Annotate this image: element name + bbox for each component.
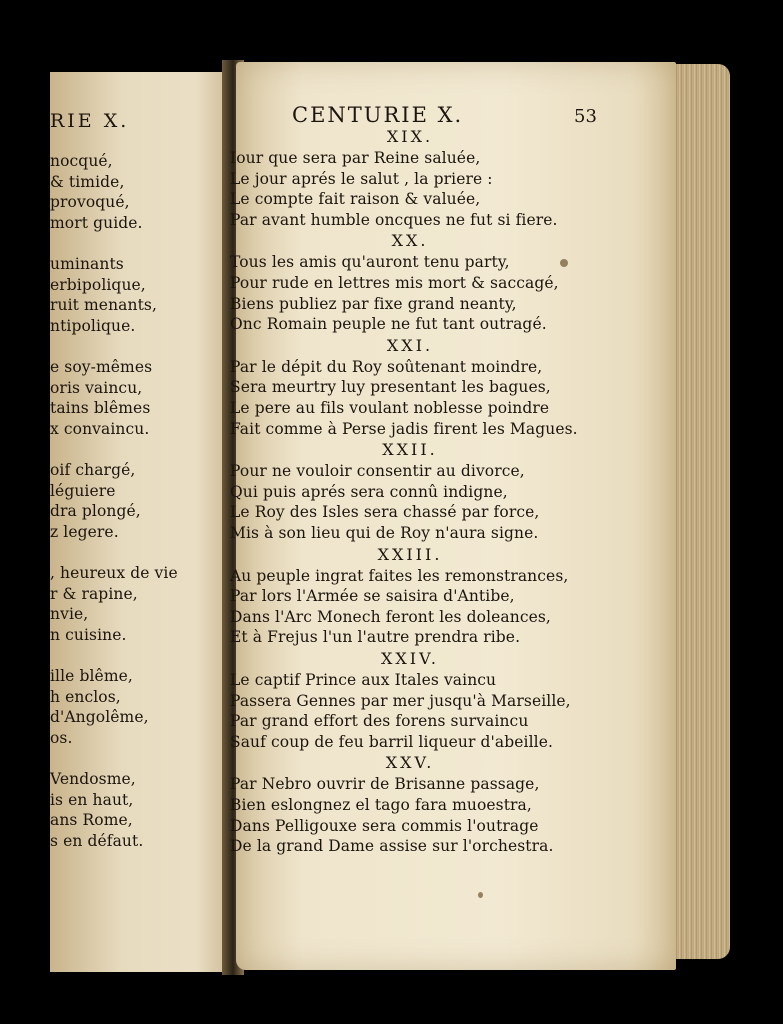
verse-line: Et à Frejus l'un l'autre prendra ribe. <box>230 628 521 647</box>
quatrain-number: XIX. <box>386 127 434 146</box>
verse-line: Fait comme à Perse jadis firent les Magues. <box>230 419 578 438</box>
left-verse-line: uminants <box>50 255 124 273</box>
verse-line: Le compte fait raison & valuée, <box>230 190 481 209</box>
left-verse-line: nocqué, <box>50 152 113 170</box>
verse-line: Sera meurtry luy presentant les bagues, <box>230 378 551 397</box>
left-verse-line: ntipolique. <box>50 316 136 335</box>
left-verse-line: ille blême, <box>50 667 133 685</box>
verse-line: Biens publiez par fixe grand neanty, <box>230 294 517 313</box>
quatrain-number: XXIV. <box>381 649 439 668</box>
quatrain-number: XXIII. <box>377 544 443 564</box>
verse-line: Le Roy des Isles sera chassé par force, <box>230 503 540 522</box>
quatrain-number: XXV. <box>385 753 435 773</box>
verse-line: Passera Gennes par mer jusqu'à Marseille, <box>230 691 571 710</box>
ink-stain <box>560 259 568 267</box>
verse-line: Tous les amis qu'auront tenu party, <box>230 253 510 272</box>
ink-stain <box>478 892 483 898</box>
left-verse-line: r & rapine, <box>50 584 138 603</box>
left-verse-line: , heureux de vie <box>50 564 178 582</box>
left-verse-line: erbipolique, <box>50 275 146 294</box>
verse-line: De la grand Dame assise sur l'orchestra. <box>230 837 554 856</box>
verse-line: Pour rude en lettres mis mort & saccagé, <box>230 274 559 292</box>
left-page <box>50 72 232 972</box>
verse-line: Par grand effort des forens survaincu <box>230 712 529 731</box>
verse-line: Qui puis aprés sera connû indigne, <box>230 482 508 501</box>
quatrain-number: XXI. <box>386 335 434 355</box>
quatrain-number: XXII. <box>382 440 438 460</box>
verse-line: Par avant humble oncques ne fut si fiere. <box>230 210 558 229</box>
verse-line: Onc Romain peuple ne fut tant outragé. <box>230 315 547 334</box>
verse-line: Par le dépit du Roy soûtenant moindre, <box>230 357 543 376</box>
left-verse-line: mort guide. <box>50 213 143 232</box>
verse-line: Mis à son lieu qui de Roy n'aura signe. <box>230 524 539 542</box>
left-verse-line: is en haut, <box>50 790 134 809</box>
left-verse-line: n cuisine. <box>50 625 127 644</box>
verse-line: Par lors l'Armée se saisira d'Antibe, <box>230 587 515 606</box>
verse-line: Pour ne vouloir consentir au divorce, <box>230 462 525 481</box>
left-verse-line: ruit menants, <box>50 296 157 315</box>
left-running-header: RIE X. <box>50 110 130 132</box>
left-verse-line: h enclos, <box>50 687 121 706</box>
verse-line: Sauf coup de feu barril liqueur d'abeille. <box>230 732 554 751</box>
page-edges <box>668 64 730 959</box>
left-verse-line: provoqué, <box>50 193 130 212</box>
left-verse-line: léguiere <box>50 481 116 500</box>
left-verse-line: os. <box>50 728 73 747</box>
left-verse-line: Vendosme, <box>50 770 136 788</box>
verse-line: Par Nebro ouvrir de Brisanne passage, <box>230 775 540 794</box>
verse-line: Iour que sera par Reine saluée, <box>230 149 481 167</box>
left-verse-line: dra plongé, <box>50 502 141 521</box>
left-verse-line: ans Rome, <box>50 811 133 830</box>
left-verse-line: oif chargé, <box>50 461 136 479</box>
left-verse-line: x convaincu. <box>50 419 150 438</box>
verse-line: Le pere au fils voulant noblesse poindre <box>230 399 550 417</box>
left-verse-line: nvie, <box>50 605 89 624</box>
page-number: 53 <box>574 106 597 127</box>
left-verse-line: s en défaut. <box>50 831 144 850</box>
verse-line: Au peuple ingrat faites les remonstrances, <box>230 566 569 585</box>
verse-line: Bien eslongnez el tago fara muoestra, <box>230 796 532 814</box>
left-verse-line: & timide, <box>50 172 125 191</box>
quatrain-number: XX. <box>391 231 429 251</box>
left-verse-line: d'Angolême, <box>50 708 149 727</box>
running-header: CENTURIE X. <box>292 103 464 127</box>
left-verse-line: e soy-mêmes <box>50 358 153 376</box>
verse-line: Le captif Prince aux Itales vaincu <box>230 671 497 689</box>
left-verse-line: z legere. <box>50 522 119 541</box>
verse-line: Le jour aprés le salut , la priere : <box>230 169 493 188</box>
left-verse-line: tains blêmes <box>50 399 151 418</box>
left-verse-line: oris vaincu, <box>50 378 143 397</box>
verse-line: Dans Pelligouxe sera commis l'outrage <box>230 816 539 835</box>
verse-line: Dans l'Arc Monech feront les doleances, <box>230 607 551 626</box>
